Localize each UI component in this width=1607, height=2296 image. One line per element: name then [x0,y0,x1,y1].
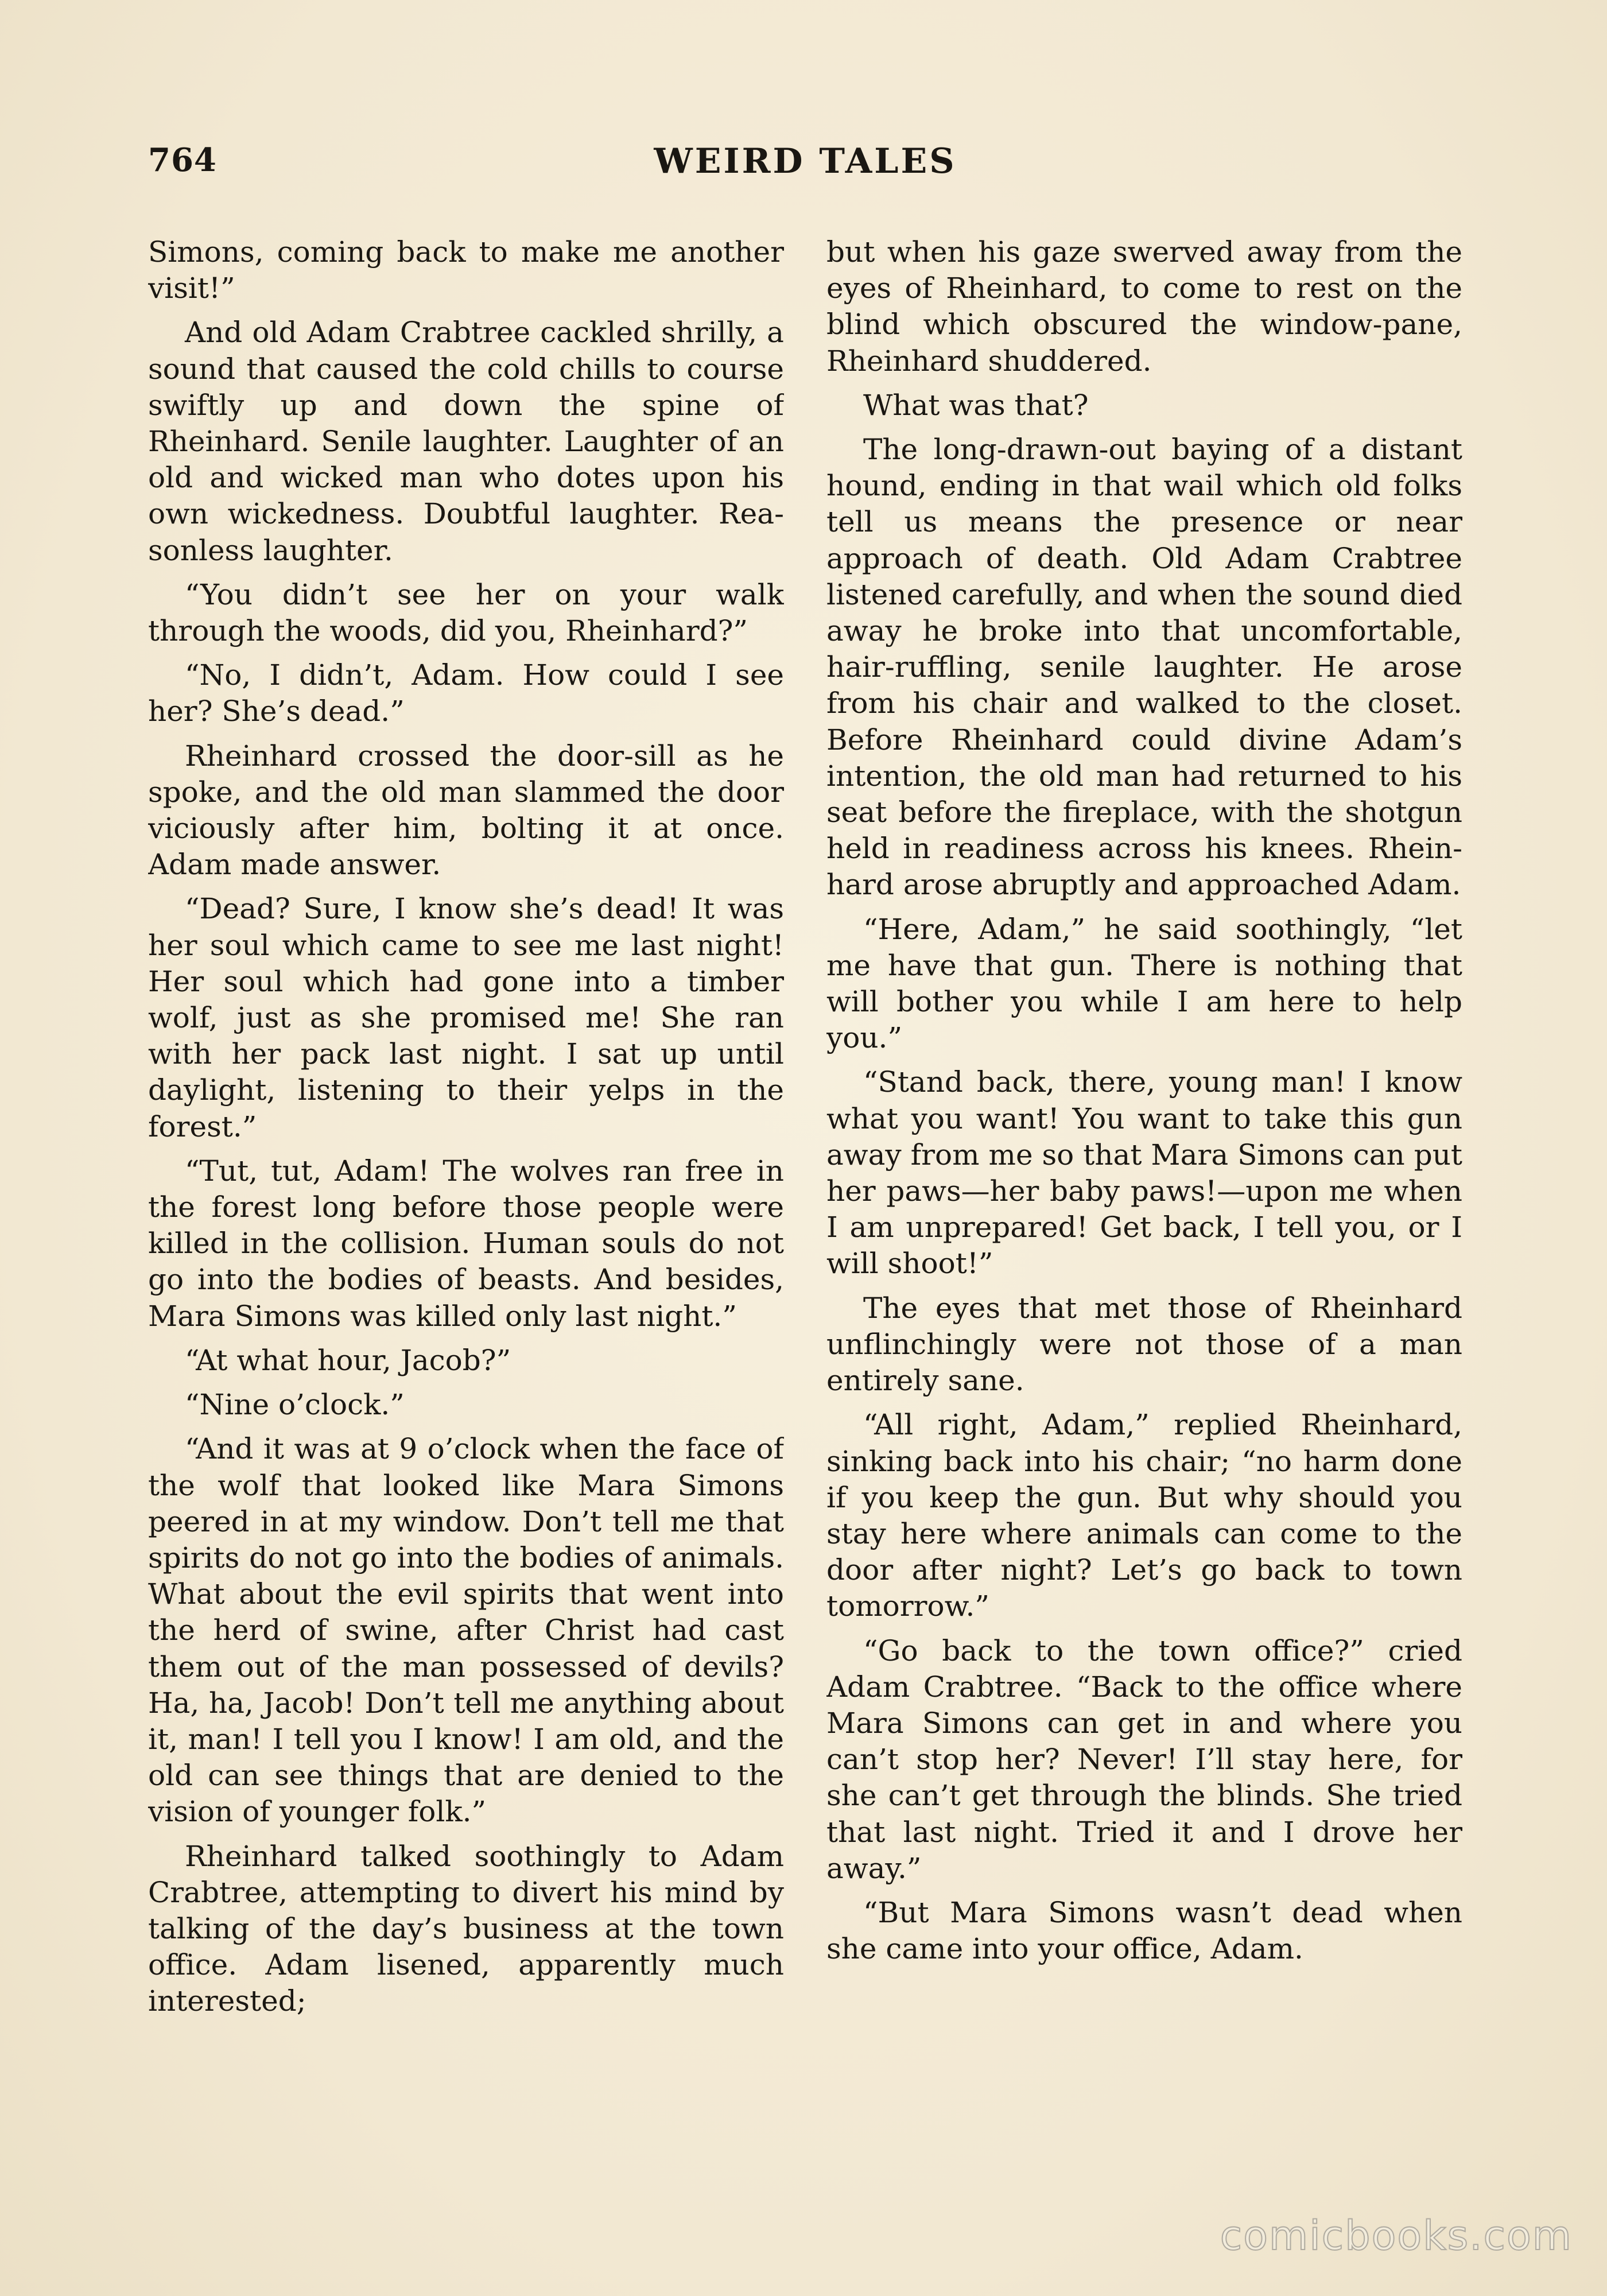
paragraph: “No, I didn’t, Adam. How could I see her? She’s dead.” [148,658,784,728]
paragraph: The eyes that met those of Rheinhard unflinchingly were not those of a man entirely sane. [826,1291,1462,1398]
paragraph: Simons, coming back to make me another visit!” [148,235,784,305]
paragraph: “Nine o’clock.” [185,1388,405,1422]
right-column [826,234,1462,2151]
paragraph: “Tut, tut, Adam! The wolves ran free in the forest long before those people were killed in the collision. Human souls do not go into the bodies of beasts. And besides, Mara Simons was killed only last night.” [148,1154,784,1333]
watermark-logo: comicbooks.com [1220,2212,1573,2259]
paragraph: “Dead? Sure, I know she’s dead! It was her soul which came to see me last night! Her soul which had gone into a timber wolf, just as she promised me! She ran with her pack last night. I sat up until daylight, listening to their yelps in the forest.” [148,892,784,1143]
paragraph: “At what hour, Jacob?” [185,1343,511,1377]
paragraph: And old Adam Crabtree cackled shrilly, a sound that caused the cold chills to course swiftly up and down the spine of Rheinhard. Senile laughter. Laughter of an old and wicked man who dotes upon his own wickedness. Doubtful laughter. Reasonless laughter. [148,316,784,567]
paragraph: Rheinhard crossed the door-sill as he spoke, and the old man slammed the door viciously after him, bolting it at once. Adam made answer. [148,739,784,882]
paragraph: The long-drawn-out baying of a distant hound, ending in that wail which old folks tell us means the presence or near approach of death. Old Adam Crabtree listened carefully, and when the sound died away he broke into that uncomfortable, hair-ruffling, senile laughter. He arose from his chair and walked to the closet. Before Rheinhard could divine Adam’s intention, the old man had returned to his seat before the fireplace, with the shotgun held in readiness across his knees. Rheinhard arose abruptly and approached Adam. [826,433,1462,902]
paragraph: “Go back to the town office?” cried Adam Crabtree. “Back to the office where Mara Simons can get in and where you can’t stop her? Never! I’ll stay here, for she can’t get through the blinds. She tried that last night. Tried it and I drove her away.” [826,1634,1462,1885]
paragraph: Rheinhard talked soothingly to Adam Crabtree, attempting to divert his mind by talking of the day’s business at the town office. Adam lisened, apparently much interested; [148,1839,784,2018]
paragraph: “But Mara Simons wasn’t dead when she came into your office, Adam. [826,1895,1462,1966]
paragraph: “Stand back, there, young man! I know what you want! You want to take this gun away from me so that Mara Simons can put her paws—her baby paws!—upon me when I am unprepared! Get back, I tell you, or I will shoot!” [826,1065,1462,1281]
paragraph: “Here, Adam,” he said soothingly, “let me have that gun. There is nothing that will bother you while I am here to help you.” [826,912,1462,1055]
paragraph: “You didn’t see her on your walk through the woods, did you, Rheinhard?” [148,577,784,648]
paragraph: but when his gaze swerved away from the eyes of Rheinhard, to come to rest on the blind which obscured the window-pane, Rheinhard shuddered. [826,235,1462,378]
left-column [148,234,784,2151]
running-head: WEIRD TALES [654,141,957,181]
paragraph: What was that? [863,388,1089,422]
page-header [148,141,1462,187]
paragraph: “And it was at 9 o’clock when the face of the wolf that looked like Mara Simons peered in at my window. Don’t tell me that spirits do not go into the bodies of animals. What about the evil spirits that went into the herd of swine, after Christ had cast them out of the man possessed of devils? Ha, ha, Jacob! Don’t tell me anything about it, man! I tell you I know! I am old, and the old can see things that are denied to the vision of younger folk.” [148,1432,784,1829]
text-columns [148,234,1462,2151]
paragraph: “All right, Adam,” replied Rheinhard, sinking back into his chair; “no harm done if you keep the gun. But why should you stay here where animals can come to the door after night? Let’s go back to town tomorrow.” [826,1408,1462,1623]
page-number: 764 [148,141,217,179]
